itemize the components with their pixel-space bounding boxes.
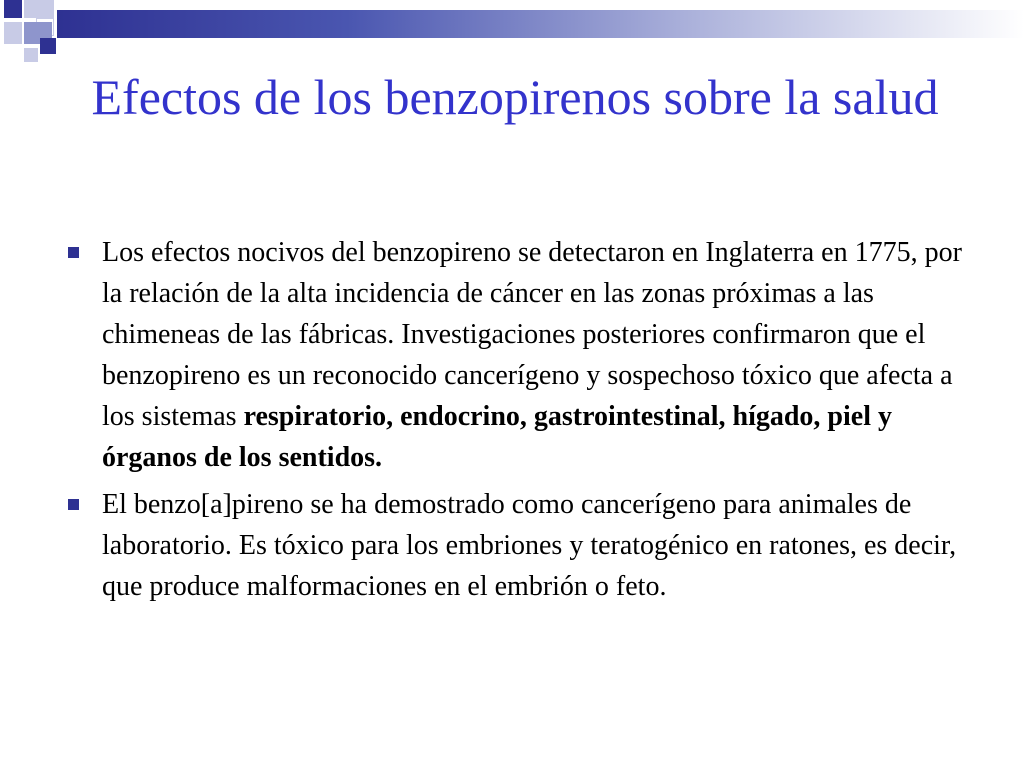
deco-square — [24, 0, 54, 18]
slide-title: Efectos de los benzopirenos sobre la salud — [91, 69, 939, 125]
square-bullet-icon — [68, 247, 79, 258]
bullet-bold-text: respiratorio, endocrino, gastrointestinal, hígado, piel y órganos de los sentidos. — [102, 401, 892, 473]
deco-square — [4, 22, 22, 44]
deco-square — [40, 38, 56, 54]
bullet-list — [60, 232, 970, 613]
square-bullet-icon — [68, 499, 79, 510]
bullet-text: Los efectos nocivos del benzopireno se detectaron en Inglaterra en 1775, por la relación de la alta incidencia de cáncer en las zonas próximas a las chimeneas de las fábricas. Investigaciones posteriores confirmaron que el benzopireno es un reconocido cancerígeno y sospechoso tóxico que afecta a los sistemas — [102, 237, 962, 432]
bullet-text: El benzo[a]pireno se ha demostrado como cancerígeno para animales de laboratorio. Es tóxico para los embriones y teratogénico en ratones, es decir, que produce malformaciones en el embrión o feto. — [102, 489, 957, 602]
deco-square — [24, 48, 38, 62]
bullet-item — [60, 232, 970, 478]
bullet-item — [60, 484, 970, 607]
deco-square — [4, 0, 22, 18]
header-gradient-band — [57, 10, 1024, 38]
